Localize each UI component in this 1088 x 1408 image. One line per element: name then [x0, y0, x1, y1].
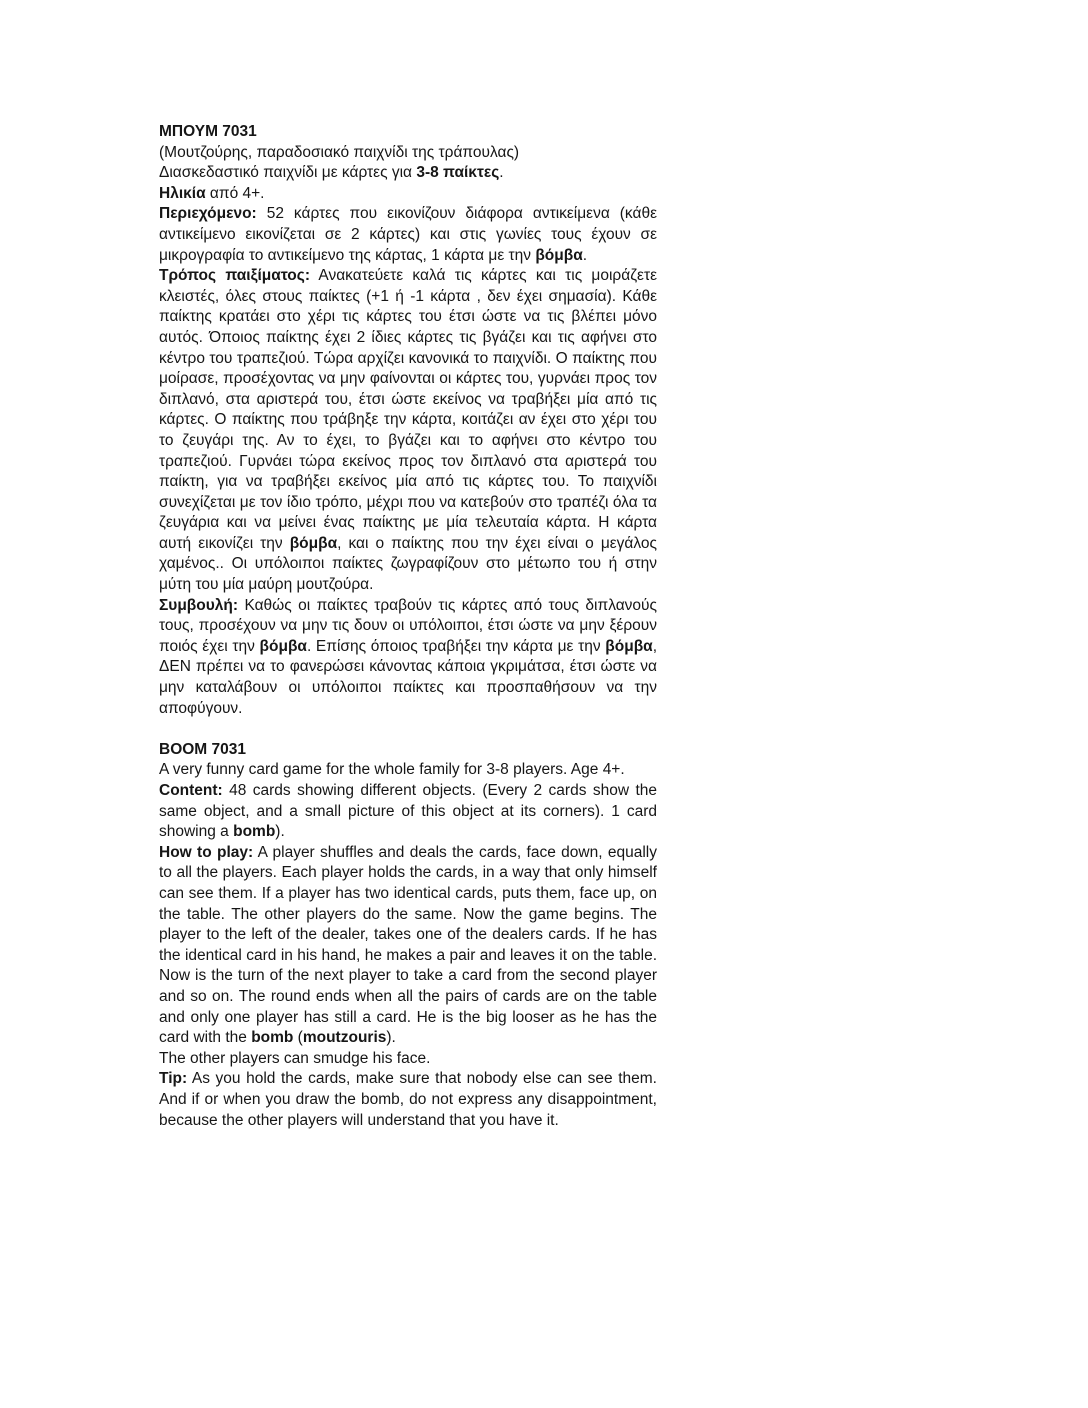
section-title: [159, 122, 657, 143]
text-run: .: [499, 164, 504, 182]
paragraph: [159, 760, 657, 781]
bold-run: How to play:: [159, 843, 254, 861]
text-run: ).: [275, 823, 285, 841]
text-run: As you hold the cards, make sure that nobody else can see them. And if or when you draw the bomb, do not express any disappointment, because the other players will understand that you have it.: [159, 1070, 657, 1129]
english-rules: [159, 740, 657, 1131]
text-run: The other players can smudge his face.: [159, 1049, 431, 1067]
bold-run: βόμβα: [259, 637, 307, 655]
bold-run: ΜΠΟΥΜ 7031: [159, 123, 257, 140]
bold-run: Tip:: [159, 1070, 188, 1088]
paragraph: [159, 163, 657, 184]
bold-run: Συμβουλή:: [159, 596, 239, 614]
bold-run: bomb: [251, 1029, 294, 1047]
greek-rules: [159, 122, 657, 719]
paragraph: [159, 266, 657, 596]
text-run: Ανακατεύετε καλά τις κάρτες και τις μοιράζετε κλειστές, όλες στους παίκτες (+1 ή -1 κάρτα , δεν έχει σημασία). Κάθε παίκτης κρατάει στο χέρι τις κάρτες του έτσι ώστε να τις βλέπει μόνο αυτός. Όποιος παίκτης έχει 2 ίδιες κάρτες τις βγάζει και τις αφήνει στο κέντρο του τραπεζιού. Τώρα αρχίζει κανονικά το παιχνίδι. Ο παίκτης που μοίρασε, προσέχοντας να μην φαίνονται οι κάρτες του, γυρνάει προς τον διπλανό, στα αριστερά του, έτσι ώστε εκείνος να τραβήξει μία από τις κάρτες. Ο παίκτης που τράβηξε την κάρτα, κοιτάζει αν έχει στο χέρι του το ζευγάρι της. Αν το έχει, το βγάζει και το αφήνει στο κέντρο του τραπεζιού. Γυρνάει τώρα εκείνος προς τον διπλανό στα αριστερά του παίκτη, για να τραβήξει εκείνος μία από τις κάρτες του. Το παιχνίδι συνεχίζεται με τον ίδιο τρόπο, μέχρι που να κατεβούν στο τραπέζι όλα τα ζευγάρια και να μείνει ένας παίκτης με μία τελευταία κάρτα. Η κάρτα αυτή εικονίζει την: [159, 267, 657, 552]
paragraph: [159, 204, 657, 266]
bold-run: Περιεχόμενο:: [159, 205, 257, 223]
paragraph: [159, 843, 657, 1049]
bold-run: βόμβα: [605, 637, 653, 655]
bold-run: Ηλικία: [159, 184, 206, 202]
paragraph: [159, 184, 657, 205]
text-block: [159, 122, 657, 1131]
bold-run: Content:: [159, 782, 223, 799]
section-title: [159, 740, 657, 761]
bold-run: bomb: [233, 823, 276, 841]
text-run: Διασκεδαστικό παιχνίδι με κάρτες για: [159, 164, 417, 182]
text-run: A very funny card game for the whole family for 3-8 players. Age 4+.: [159, 761, 625, 779]
bold-run: Τρόπος παιξίματος:: [159, 267, 310, 285]
paragraph: [159, 596, 657, 720]
text-run: Καθώς οι παίκτες τραβούν τις κάρτες από τους διπλανούς τους, προσέχουν να μην τις δουν οι υπόλοιποι, έτσι ώστε να μην ξέρουν ποιός έχει την: [159, 596, 657, 655]
text-run: . Επίσης όποιος τραβήξει την κάρτα με την: [306, 637, 606, 655]
text-run: από 4+.: [205, 184, 265, 202]
text-run: , και ο παίκτης που την έχει είναι ο μεγάλος χαμένος.. Οι υπόλοιποι παίκτες ζωγραφίζουν στο μέτωπο του ή στην μύτη του μία μαύρη μουτζούρα.: [159, 534, 657, 594]
text-run: 48 cards showing different objects. (Every 2 cards show the same object, and a small picture of this object at its corners). 1 card showing a: [159, 782, 657, 841]
text-run: (Μουτζούρης, παραδοσιακό παιχνίδι της τράπουλας): [159, 143, 520, 161]
text-run: .: [582, 246, 588, 264]
text-run: 52 κάρτες που εικονίζουν διάφορα αντικείμενα (κάθε αντικείμενο εικονίζεται σε 2 κάρτες) και στις γωνίες τους έχουν σε μικρογραφία το αντικείμενο της κάρτας, 1 κάρτα με την: [159, 205, 657, 264]
text-run: (: [293, 1029, 303, 1047]
bold-run: BOOM 7031: [159, 740, 247, 758]
bold-run: 3-8 παίκτες: [416, 164, 500, 182]
paragraph: [159, 1069, 657, 1131]
paragraph: [159, 781, 657, 843]
bold-run: βόμβα: [289, 534, 338, 552]
text-run: , ΔΕΝ πρέπει να το φανερώσει κάνοντας κάποια γκριμάτσα, έτσι ώστε να μην καταλάβουν οι υπόλοιποι παίκτες και προσπαθήσουν να την αποφύγουν.: [159, 637, 657, 717]
text-run: A player shuffles and deals the cards, face down, equally to all the players. Each player holds the cards, in a way that only himself can see them. If a player has two identical cards, puts them, face up, on the table. The other players do the same. Now the game begins. The player to the left of the dealer, takes one of the dealers cards. If he has the identical card in his hand, he makes a pair and leaves it on the table. Now is the turn of the next player to take a card from the second player and so on. The round ends when all the pairs of cards are on the table and only one player has still a card. He is the big looser as he has the card with the: [159, 843, 657, 1047]
paragraph: [159, 143, 657, 164]
bold-run: βόμβα: [535, 246, 583, 264]
paragraph: [159, 1049, 657, 1070]
bold-run: moutzouris: [302, 1029, 387, 1047]
text-run: ).: [386, 1029, 396, 1047]
